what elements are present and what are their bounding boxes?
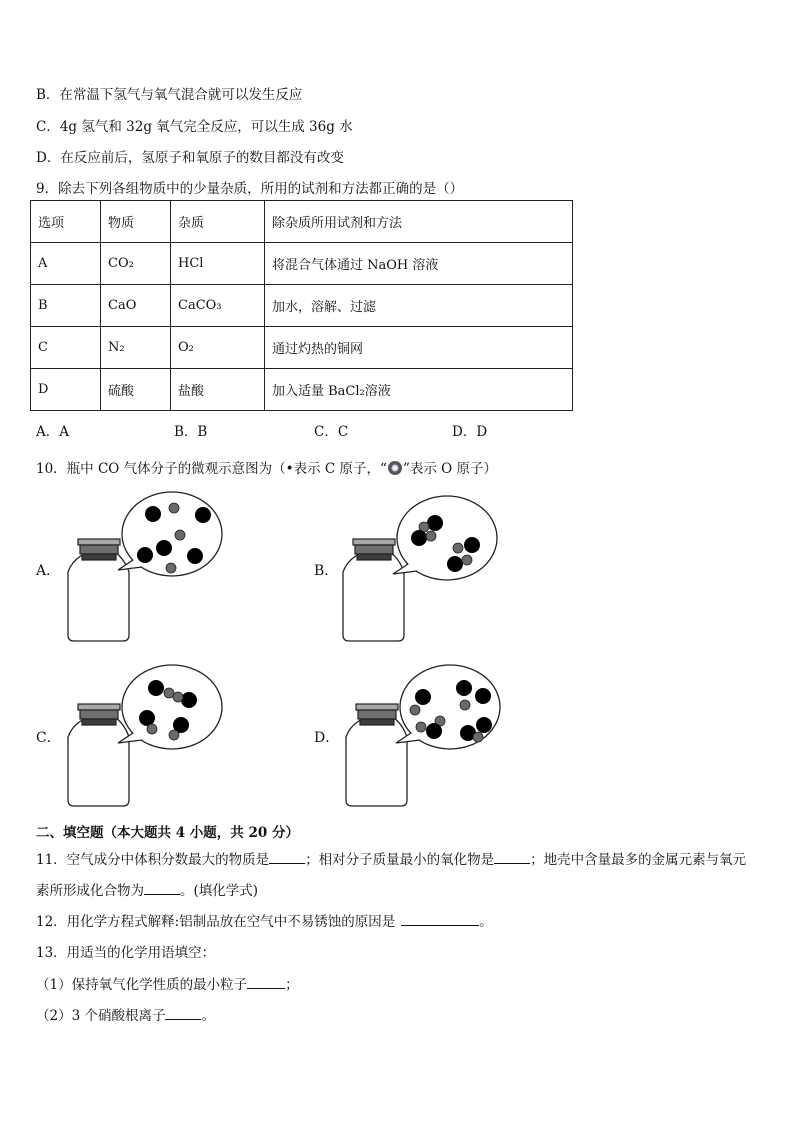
table-cell: B xyxy=(31,285,101,327)
q9-choice-d[interactable]: D．D xyxy=(452,424,488,440)
q11-line2-part1: 素所形成化合物为 xyxy=(36,883,144,899)
q9-choice-b[interactable]: B．B xyxy=(174,424,208,440)
table-cell: 将混合气体通过 NaOH 溶液 xyxy=(265,243,573,285)
q13-blank-1[interactable] xyxy=(247,976,285,989)
q11-part1: 11．空气成分中体积分数最大的物质是 xyxy=(36,852,270,868)
q10-label-d[interactable]: D． xyxy=(314,730,340,746)
table-cell: 通过灼热的铜网 xyxy=(265,327,573,369)
q11-line2-part2: 。(填化学式) xyxy=(180,883,259,899)
table-cell: CO₂ xyxy=(101,243,171,285)
table-header-cell: 杂质 xyxy=(171,201,265,243)
q12-line xyxy=(36,910,493,930)
table-cell: D xyxy=(31,369,101,411)
table-cell: C xyxy=(31,327,101,369)
table-header-cell: 除杂质所用试剂和方法 xyxy=(265,201,573,243)
table-cell: 加入适量 BaCl₂溶液 xyxy=(265,369,573,411)
q12-end: 。 xyxy=(479,914,493,930)
table-cell: CaO xyxy=(101,285,171,327)
q13-sub2-end: 。 xyxy=(201,1008,215,1024)
table-row xyxy=(31,285,573,327)
q10-stem-part2: ”表示 O 原子） xyxy=(402,461,497,477)
q11-blank-3[interactable] xyxy=(144,882,180,895)
gas-bottle-icon xyxy=(68,704,129,806)
q10-figure-d[interactable] xyxy=(338,655,518,810)
table-row xyxy=(31,369,573,411)
table-cell: CaCO₃ xyxy=(171,285,265,327)
section-title: 二、填空题（本大题共 4 小题，共 20 分） xyxy=(36,825,299,841)
gas-bottle-icon xyxy=(68,539,129,641)
q8-option-d: D．在反应前后，氢原子和氧原子的数目都没有改变 xyxy=(36,150,344,166)
table-cell: HCl xyxy=(171,243,265,285)
q10-figure-c[interactable] xyxy=(60,655,235,810)
q12-blank[interactable] xyxy=(401,913,479,926)
table-row xyxy=(31,243,573,285)
table-cell: O₂ xyxy=(171,327,265,369)
table-cell: A xyxy=(31,243,101,285)
table-row xyxy=(31,327,573,369)
q10-stem xyxy=(36,457,497,477)
q10-figure-a[interactable] xyxy=(60,490,235,645)
q12-text: 12．用化学方程式解释:铝制品放在空气中不易锈蚀的原因是 xyxy=(36,914,396,930)
table-cell: N₂ xyxy=(101,327,171,369)
q9-stem: 9．除去下列各组物质中的少量杂质，所用的试剂和方法都正确的是（） xyxy=(36,181,464,197)
q9-choice-c[interactable]: C．C xyxy=(314,424,349,440)
q13-sub1-text: （1）保持氧气化学性质的最小粒子 xyxy=(36,977,248,993)
q11-line1 xyxy=(36,848,746,868)
table-header-cell: 选项 xyxy=(31,201,101,243)
q10-stem-part1: 10．瓶中 CO 气体分子的微观示意图为（•表示 C 原子，“ xyxy=(36,461,387,477)
q11-blank-2[interactable] xyxy=(494,851,530,864)
q10-label-c[interactable]: C． xyxy=(36,730,61,746)
q11-blank-1[interactable] xyxy=(269,851,305,864)
q11-line2 xyxy=(36,879,258,899)
q11-part2: ；相对分子质量最小的氧化物是 xyxy=(305,852,495,868)
oxygen-atom-legend-icon xyxy=(387,460,403,476)
q8-option-b: B．在常温下氢气与氧气混合就可以发生反应 xyxy=(36,87,303,103)
table-cell: 加水，溶解、过滤 xyxy=(265,285,573,327)
q10-figure-b[interactable] xyxy=(335,490,510,645)
q11-part3: ；地壳中含量最多的金属元素与氧元 xyxy=(530,852,747,868)
q13-sub2-text: （2）3 个硝酸根离子 xyxy=(36,1008,166,1024)
q13-stem: 13．用适当的化学用语填空： xyxy=(36,945,216,961)
speech-bubble xyxy=(393,496,497,580)
q9-choice-a[interactable]: A．A xyxy=(36,424,69,440)
table-header-row xyxy=(31,201,573,243)
q9-table xyxy=(30,200,573,411)
q13-sub1 xyxy=(36,973,299,993)
q13-sub1-end: ； xyxy=(285,977,299,993)
table-cell: 盐酸 xyxy=(171,369,265,411)
q10-label-a[interactable]: A． xyxy=(36,563,61,579)
q8-option-c: C．4g 氢气和 32g 氧气完全反应，可以生成 36g 水 xyxy=(36,119,353,135)
table-cell: 硫酸 xyxy=(101,369,171,411)
q10-label-b[interactable]: B． xyxy=(314,563,339,579)
gas-bottle-icon xyxy=(346,704,407,806)
gas-bottle-icon xyxy=(343,539,404,641)
table-header-cell: 物质 xyxy=(101,201,171,243)
q13-sub2 xyxy=(36,1004,215,1024)
q13-blank-2[interactable] xyxy=(165,1007,201,1020)
